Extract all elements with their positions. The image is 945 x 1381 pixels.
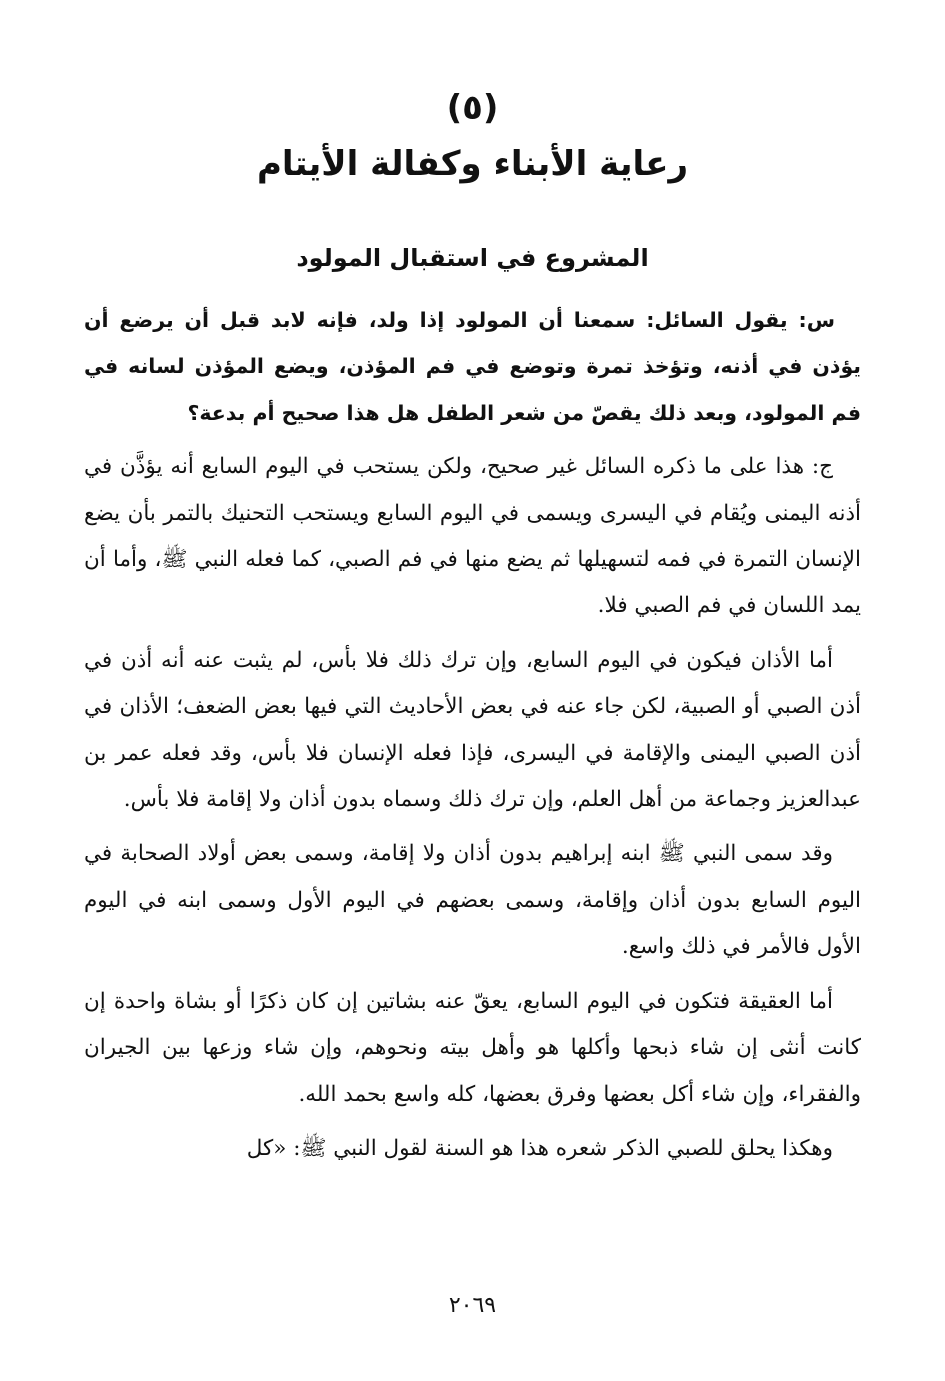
shaving-paragraph: وهكذا يحلق للصبي الذكر شعره هذا هو السنة لقول النبي ﷺ: «كل — [246, 1135, 833, 1161]
question-paragraph: س: يقول السائل: سمعنا أن المولود إذا ولد، فإنه لابد قبل أن يرضع أن يؤذن في أذنه، وتؤخذ تمرة وتوضع في فم المؤذن، ويضع المؤذن لسانه في فم المولود، وبعد ذلك يقصّ من شعر الطفل هل هذا صحيح أم بدعة؟ — [84, 308, 861, 425]
section-title: المشروع في استقبال المولود — [296, 244, 649, 272]
adhan-paragraph: أما الأذان فيكون في اليوم السابع، وإن ترك ذلك فلا بأس، لم يثبت عنه أنه أذن في أذن الصبي أو الصبية، لكن جاء عنه في بعض الأحاديث التي فيها بعض الضعف؛ الأذان في أذن الصبي اليمنى والإقامة في اليسرى، فإذا فعله الإنسان فلا بأس، وقد فعله عمر بن عبدالعزيز وجماعة من أهل العلم، وإن ترك ذلك وسماه بدون أذان ولا إقامة فلا بأس. — [84, 647, 861, 813]
naming-paragraph: وقد سمى النبي ﷺ ابنه إبراهيم بدون أذان ولا إقامة، وسمى بعض أولاد الصحابة في اليوم السابع بدون أذان وإقامة، وسمى بعضهم في اليوم الأول وسمى ابنه في اليوم الأول فالأمر في ذلك واسع. — [84, 841, 861, 960]
aqiqah-paragraph: أما العقيقة فتكون في اليوم السابع، يعقّ عنه بشاتين إن كان ذكرًا أو بشاة واحدة إن كانت أنثى إن شاء ذبحها وأكلها هو وأهل بيته ونحوهم، وإن شاء وزعها بين الجيران والفقراء، وإن شاء أكل بعضها وفرق بعضها، كله واسع بحمد الله. — [84, 988, 861, 1107]
answer-paragraph: ج: هذا على ما ذكره السائل غير صحيح، ولكن يستحب في اليوم السابع أنه يؤذَّن في أذنه اليمنى ويُقام في اليسرى ويسمى في اليوم السابع ويستحب التحنيك بالتمر بأن يضع الإنسان التمرة في فمه لتسهيلها ثم يضع منها في فم الصبي، كما فعله النبي ﷺ، وأما أن يمد اللسان في فم الصبي فلا. — [84, 454, 861, 619]
book-page — [84, 0, 861, 1381]
body-text — [84, 297, 861, 1180]
page-number: ٢٠٦٩ — [448, 1293, 497, 1318]
chapter-title: رعاية الأبناء وكفالة الأيتام — [256, 144, 689, 184]
chapter-number: (٥) — [446, 88, 499, 128]
